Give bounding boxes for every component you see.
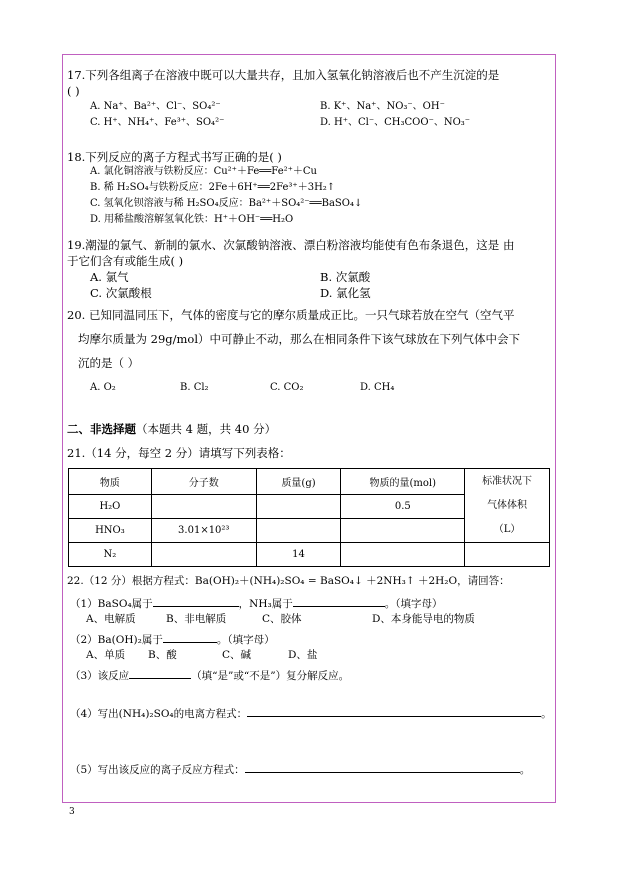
q22-part4 <box>70 706 552 720</box>
q19-option-b: B. 次氯酸 <box>320 270 371 284</box>
q17-stem: 17.下列各组离子在溶液中既可以大量共存，且加入氢氧化钠溶液后也不产生沉淀的是 <box>67 68 500 82</box>
q18-option-d: D. 用稀盐酸溶解氢氧化铁：H⁺＋OH⁻══H₂O <box>90 214 294 225</box>
q17-option-b: B. K⁺、Na⁺、NO₃⁻、OH⁻ <box>320 101 445 112</box>
q22-p2-end: 。（填字母） <box>216 634 275 646</box>
q19-stem-line1: 19.潮湿的氯气、新制的氯水、次氯酸钠溶液、漂白粉溶液均能使有色布条退色，这是 由 <box>67 238 515 252</box>
q22-p1-option-c: C、胶体 <box>262 613 302 625</box>
header-volume-line1: 标准状况下 <box>482 475 533 487</box>
answer-blank-ionic-equation[interactable] <box>245 762 520 773</box>
q22-part1 <box>70 596 442 610</box>
q18-option-c: C. 氢氧化钡溶液与稀 H₂SO₄反应：Ba²⁺＋SO₄²⁻══BaSO₄↓ <box>90 198 363 209</box>
table-row <box>69 543 550 567</box>
q20-option-d: D. CH₄ <box>360 382 395 393</box>
header-substance: 物质 <box>69 469 152 495</box>
q22-part5 <box>70 762 530 776</box>
q19-option-c: C. 次氯酸根 <box>90 286 152 300</box>
answer-blank-baoh2[interactable] <box>163 632 217 643</box>
answer-blank-reaction-type[interactable] <box>129 668 191 679</box>
q21-stem: 21.（14 分，每空 2 分）请填写下列表格： <box>67 446 291 460</box>
section2-note: （本题共 4 题，共 40 分） <box>136 422 277 436</box>
q22-p1-label: （1）BaSO₄属于 <box>70 598 153 610</box>
header-volume-line2: 气体体积 <box>487 499 528 511</box>
cell-molecules[interactable] <box>151 495 256 519</box>
page-number: 3 <box>69 807 75 817</box>
q22-p1-option-a: A、电解质 <box>86 613 136 625</box>
q19-stem-line2: 于它们含有或能生成( ) <box>67 254 184 268</box>
answer-blank-nh3[interactable] <box>293 596 385 607</box>
q19-option-a: A. 氯气 <box>90 270 129 284</box>
q22-p2-option-a: A、单质 <box>86 649 126 661</box>
cell-moles[interactable] <box>341 519 465 543</box>
cell-substance: HNO₃ <box>69 519 152 543</box>
cell-mass: 14 <box>256 543 341 567</box>
header-molecules: 分子数 <box>151 469 256 495</box>
q22-p1-option-b: B、非电解质 <box>166 613 227 625</box>
q21-table <box>68 468 550 567</box>
answer-blank-baso4[interactable] <box>153 596 239 607</box>
q22-p1-mid: ，NH₃属于 <box>238 598 293 610</box>
table-header-row <box>69 469 550 495</box>
q22-p2-option-b: B、酸 <box>148 649 177 661</box>
cell-mass[interactable] <box>256 495 341 519</box>
section2-title: 二、非选择题 <box>67 422 136 436</box>
q18-option-b: B. 稀 H₂SO₄与铁粉反应：2Fe＋6H⁺══2Fe³⁺＋3H₂↑ <box>90 182 336 193</box>
q22-part2 <box>70 632 275 646</box>
q22-p2-option-c: C、碱 <box>222 649 252 661</box>
q17-option-a: A. Na⁺、Ba²⁺、Cl⁻、SO₄²⁻ <box>90 101 221 112</box>
q22-p3-end: （填“是”或“不是”）复分解反应。 <box>191 670 350 682</box>
q22-p3-label: （3）该反应 <box>70 670 130 682</box>
cell-mass[interactable] <box>256 519 341 543</box>
q22-p1-option-d: D、本身能导电的物质 <box>372 613 475 625</box>
q20-option-a: A. O₂ <box>90 382 116 393</box>
q22-p5-label: （5）写出该反应的离子反应方程式： <box>70 764 245 776</box>
q20-option-b: B. Cl₂ <box>180 382 209 393</box>
q22-p4-end: 。 <box>541 708 552 720</box>
q20-stem-line3: 沉的是（ ） <box>78 356 140 370</box>
answer-blank-ionization[interactable] <box>247 706 541 717</box>
q22-p2-label: （2）Ba(OH)₂属于 <box>70 634 163 646</box>
q17-paren: ( ) <box>67 84 80 98</box>
cell-moles: 0.5 <box>341 495 465 519</box>
cell-molecules[interactable] <box>151 543 256 567</box>
q18-option-a: A. 氯化铜溶液与铁粉反应：Cu²⁺＋Fe══Fe²⁺＋Cu <box>90 166 317 177</box>
q20-option-c: C. CO₂ <box>270 382 304 393</box>
cell-molecules: 3.01×10²³ <box>151 519 256 543</box>
header-mass: 质量(g) <box>256 469 341 495</box>
cell-volume[interactable] <box>465 543 550 567</box>
q22-p1-end: 。（填字母） <box>384 598 443 610</box>
section2-heading <box>67 424 276 436</box>
header-volume-line3: （L） <box>493 523 521 535</box>
header-volume <box>465 469 550 543</box>
q18-stem: 18.下列反应的离子方程式书写正确的是( ) <box>67 150 282 164</box>
header-moles: 物质的量(mol) <box>341 469 465 495</box>
q19-option-d: D. 氯化氢 <box>320 286 371 300</box>
q20-stem-line1: 20. 已知同温同压下，气体的密度与它的摩尔质量成正比。一只气球若放在空气（空气平 <box>67 308 515 322</box>
q17-option-c: C. H⁺、NH₄⁺、Fe³⁺、SO₄²⁻ <box>90 117 225 128</box>
cell-substance: H₂O <box>69 495 152 519</box>
cell-moles[interactable] <box>341 543 465 567</box>
q22-p4-label: （4）写出(NH₄)₂SO₄的电离方程式： <box>70 708 248 720</box>
cell-substance: N₂ <box>69 543 152 567</box>
q20-stem-line2: 均摩尔质量为 29g/mol）中可静止不动，那么在相同条件下该气球放在下列气体中会下 <box>78 332 521 346</box>
q22-stem: 22.（12 分）根据方程式：Ba(OH)₂＋(NH₄)₂SO₄ = BaSO₄↓ ＋2NH₃↑ ＋2H₂O，请回答： <box>67 575 510 587</box>
q22-p5-end: 。 <box>519 764 531 776</box>
q22-part3 <box>70 668 349 682</box>
q22-p2-option-d: D、盐 <box>288 649 318 661</box>
q17-option-d: D. H⁺、Cl⁻、CH₃COO⁻、NO₃⁻ <box>320 117 471 128</box>
